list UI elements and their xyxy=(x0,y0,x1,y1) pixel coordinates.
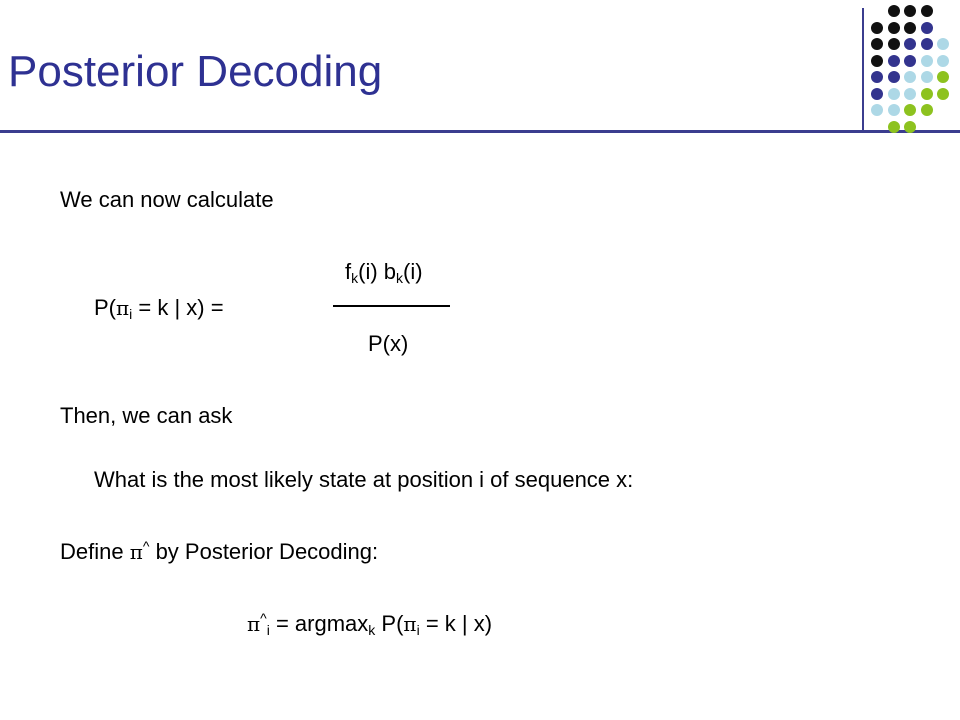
dot-indigo xyxy=(904,55,916,67)
dot-lightblue xyxy=(904,71,916,83)
dot-indigo xyxy=(921,38,933,50)
dot-green xyxy=(937,71,949,83)
dot-lightblue xyxy=(904,88,916,100)
numerator-mid: (i) b xyxy=(358,259,397,284)
dot-lightblue xyxy=(888,88,900,100)
dot-green xyxy=(904,104,916,116)
dot-green xyxy=(937,88,949,100)
lhs-rest: = k | x) = xyxy=(132,295,224,320)
dot-lightblue xyxy=(937,38,949,50)
dot-indigo xyxy=(871,88,883,100)
dot-black xyxy=(921,5,933,17)
question-text: What is the most likely state at position i of sequence x: xyxy=(94,467,634,492)
pi-symbol: π xyxy=(247,612,261,636)
title-underline xyxy=(0,130,960,133)
define-post: by Posterior Decoding: xyxy=(149,539,379,564)
dot-green xyxy=(921,104,933,116)
dot-black xyxy=(888,38,900,50)
lhs-sub-i: i xyxy=(129,306,133,322)
slide-title: Posterior Decoding xyxy=(8,47,383,96)
result-formula xyxy=(247,610,493,638)
result-end: = k | x) xyxy=(419,611,493,636)
dot-indigo xyxy=(888,55,900,67)
define-pre: Define xyxy=(60,539,130,564)
dot-green xyxy=(888,121,900,133)
dot-indigo xyxy=(921,22,933,34)
result-sub-i2: i xyxy=(416,622,420,638)
result-sub-i: i xyxy=(266,622,270,638)
dot-green xyxy=(904,121,916,133)
lhs-p-open: P( xyxy=(94,295,116,320)
fraction-bar xyxy=(333,305,450,307)
formula-numerator xyxy=(345,259,423,286)
formula-lhs xyxy=(94,295,224,322)
numerator-sub-k1: k xyxy=(351,270,359,286)
dot-lightblue xyxy=(871,104,883,116)
intro-text: We can now calculate xyxy=(60,187,274,212)
dot-black xyxy=(871,38,883,50)
dot-black xyxy=(871,22,883,34)
formula-denominator: P(x) xyxy=(368,331,409,356)
pi-symbol: π xyxy=(403,612,417,636)
define-text xyxy=(60,538,379,564)
numerator-end: (i) xyxy=(403,259,423,284)
corner-divider xyxy=(862,8,864,130)
pi-symbol: π xyxy=(116,296,130,320)
dot-lightblue xyxy=(937,55,949,67)
pi-symbol: π xyxy=(129,540,143,564)
result-hat: ^ xyxy=(260,610,267,626)
result-sub-k: k xyxy=(368,622,376,638)
numerator-f: f xyxy=(345,259,352,284)
dot-indigo xyxy=(904,38,916,50)
dot-green xyxy=(921,88,933,100)
result-mid: = argmax xyxy=(269,611,369,636)
dot-indigo xyxy=(888,71,900,83)
define-hat: ^ xyxy=(142,538,150,554)
dot-lightblue xyxy=(888,104,900,116)
dot-black xyxy=(904,5,916,17)
dot-black xyxy=(888,5,900,17)
result-p-open: P( xyxy=(375,611,404,636)
dot-lightblue xyxy=(921,71,933,83)
dot-black xyxy=(888,22,900,34)
dot-lightblue xyxy=(921,55,933,67)
dot-black xyxy=(904,22,916,34)
dot-indigo xyxy=(871,71,883,83)
dot-black xyxy=(871,55,883,67)
numerator-sub-k2: k xyxy=(396,270,404,286)
then-text: Then, we can ask xyxy=(60,403,233,428)
